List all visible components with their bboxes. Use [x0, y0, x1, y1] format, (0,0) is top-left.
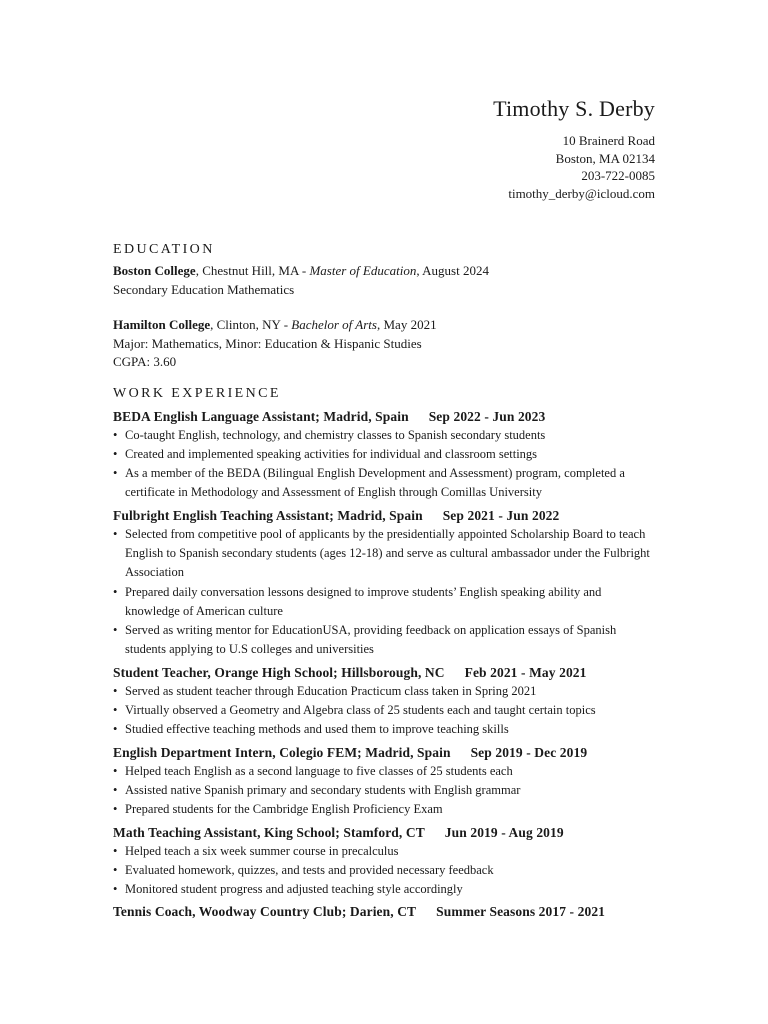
- school-location: , Chestnut Hill, MA -: [195, 263, 310, 278]
- education-entry: [113, 316, 658, 372]
- job-bullet: • Virtually observed a Geometry and Algebra class of 25 students each and taught certain topics: [113, 701, 658, 720]
- job-entry: [113, 506, 658, 660]
- resume-body: [113, 240, 658, 921]
- resume-header: [493, 96, 655, 202]
- job-list: [113, 407, 658, 922]
- education-detail: Major: Mathematics, Minor: Education & Hispanic Studies: [113, 335, 422, 351]
- job-bullets: [113, 525, 658, 660]
- section-title-work: WORK EXPERIENCE: [113, 385, 281, 401]
- email-address: timothy_derby@icloud.com: [508, 185, 655, 201]
- job-entry: [113, 663, 658, 740]
- school-name: Boston College: [113, 263, 196, 278]
- contact-info: [493, 132, 655, 202]
- job-dates: Jun 2019 - Aug 2019: [444, 824, 564, 840]
- job-title: [113, 902, 658, 921]
- job-entry: [113, 743, 658, 820]
- job-role: Fulbright English Teaching Assistant; Madrid, Spain: [113, 507, 423, 523]
- education-entry: [113, 262, 658, 299]
- job-bullet: • Prepared daily conversation lessons designed to improve students’ English speaking ability and knowledge of American culture: [113, 583, 658, 622]
- job-title: [113, 823, 658, 842]
- job-bullet: • Served as student teacher through Education Practicum class taken in Spring 2021: [113, 682, 658, 701]
- address-line-2: Boston, MA 02134: [555, 150, 655, 166]
- job-bullet: • As a member of the BEDA (Bilingual English Development and Assessment) program, completed a certificate in Methodology and Assessment of English through Comillas University: [113, 464, 658, 503]
- job-bullet: • Helped teach English as a second language to five classes of 25 students each: [113, 762, 658, 781]
- phone-number: 203-722-0085: [581, 168, 655, 183]
- degree-name: Master of Education: [309, 263, 417, 278]
- job-role: Tennis Coach, Woodway Country Club; Darien, CT: [113, 904, 417, 920]
- job-bullet: • Prepared students for the Cambridge English Proficiency Exam: [113, 800, 658, 819]
- job-bullet: • Served as writing mentor for EducationUSA, providing feedback on application essays of Spanish students applying to U.S colleges and universities: [113, 621, 658, 660]
- job-entry: [113, 823, 658, 900]
- education-headline: [113, 316, 658, 335]
- education-headline: [113, 262, 658, 281]
- address-line-1: 10 Brainerd Road: [562, 133, 655, 148]
- job-dates: Summer Seasons 2017 - 2021: [436, 904, 606, 920]
- job-dates: Sep 2021 - Jun 2022: [442, 507, 560, 523]
- job-role: Math Teaching Assistant, King School; Stamford, CT: [113, 824, 425, 840]
- school-location: , Clinton, NY -: [210, 317, 292, 332]
- job-dates: Sep 2019 - Dec 2019: [470, 744, 588, 760]
- job-bullets: [113, 426, 658, 503]
- job-title: [113, 407, 658, 426]
- job-bullet: • Monitored student progress and adjusted teaching style accordingly: [113, 880, 658, 899]
- job-role: English Department Intern, Colegio FEM; Madrid, Spain: [113, 744, 451, 760]
- section-title-education: EDUCATION: [113, 242, 215, 257]
- job-bullets: [113, 762, 658, 820]
- job-bullet: • Assisted native Spanish primary and secondary students with English grammar: [113, 781, 658, 800]
- job-role: Student Teacher, Orange High School; Hillsborough, NC: [113, 664, 445, 680]
- job-bullet: • Evaluated homework, quizzes, and tests and provided necessary feedback: [113, 861, 658, 880]
- job-bullet: • Selected from competitive pool of applicants by the presidentially appointed Scholarship Board to teach English to Spanish secondary students (ages 12-18) and serve as cultural ambassador under the Fulbright Association: [113, 525, 658, 583]
- job-entry: [113, 902, 658, 921]
- education-detail: CGPA: 3.60: [113, 354, 177, 369]
- job-dates: Sep 2022 - Jun 2023: [428, 408, 546, 424]
- job-role: BEDA English Language Assistant; Madrid, Spain: [113, 408, 409, 424]
- job-bullets: [113, 682, 658, 740]
- school-name: Hamilton College: [113, 317, 211, 332]
- job-bullet: • Studied effective teaching methods and used them to improve teaching skills: [113, 720, 658, 739]
- job-bullets: [113, 842, 658, 900]
- education-detail: Secondary Education Mathematics: [113, 281, 295, 297]
- job-title: [113, 663, 658, 682]
- job-entry: [113, 407, 658, 503]
- job-title: [113, 506, 658, 525]
- job-bullet: • Co-taught English, technology, and chemistry classes to Spanish secondary students: [113, 426, 658, 445]
- job-bullet: • Helped teach a six week summer course in precalculus: [113, 842, 658, 861]
- graduation-date: , August 2024: [416, 263, 489, 278]
- job-dates: Feb 2021 - May 2021: [464, 664, 587, 680]
- degree-name: Bachelor of Arts: [291, 317, 377, 332]
- candidate-name: Timothy S. Derby: [493, 96, 655, 121]
- graduation-date: , May 2021: [376, 317, 437, 332]
- education-section: [113, 240, 658, 372]
- work-experience-section: [113, 384, 658, 922]
- education-list: [113, 262, 658, 372]
- job-bullet: • Created and implemented speaking activities for individual and classroom settings: [113, 445, 658, 464]
- job-title: [113, 743, 658, 762]
